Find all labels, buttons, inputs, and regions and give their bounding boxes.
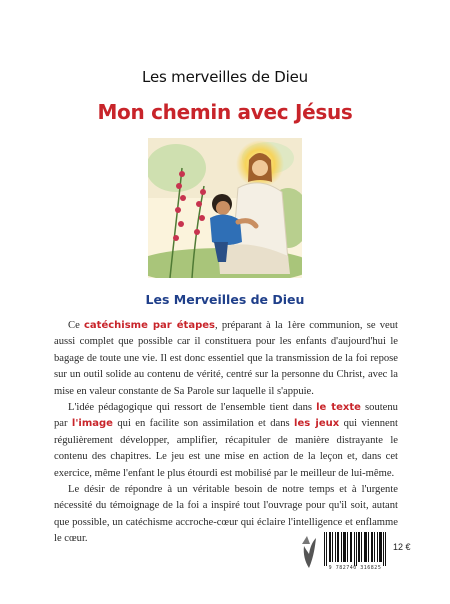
isbn-number: 9 782740 316825 bbox=[328, 565, 382, 571]
paragraph-1: Ce catéchisme par étapes, préparant à la 1ère communion, se veut aussi complet que possible car il constituera pour les enfants d'aujourd'hui le bagage de toute une vie. Il est donc essentiel que la transmission de la foi repose sur un outil solide au contenu de vérité, centré sur la personne du Christ, avec la mise en valeur constante de Sa Parole sur laquelle il s'appuie. bbox=[54, 320, 398, 397]
series-title: Les merveilles de Dieu bbox=[142, 68, 308, 86]
barcode bbox=[323, 532, 387, 566]
paragraph-3: Le désir de répondre à un véritable besoin de notre temps et à l'urgente nécessité du témoignage de la foi a inspiré tout l'ouvrage pour qu'il soit, autant que possible, un catéchisme accroche-cœur qui éclaire l'intelligence et enflamme le cœur. bbox=[54, 484, 398, 545]
highlight-catechisme: catéchisme par étapes bbox=[83, 320, 215, 331]
back-cover-text bbox=[54, 318, 398, 548]
cover-illustration bbox=[148, 138, 302, 278]
highlight-le-texte: le texte bbox=[316, 402, 361, 414]
highlight-les-jeux: les jeux bbox=[294, 418, 340, 430]
highlight-image: l'image bbox=[71, 418, 113, 430]
back-cover-heading: Les Merveilles de Dieu bbox=[145, 292, 305, 307]
publisher-logo-icon bbox=[298, 534, 320, 570]
paragraph-2: L'idée pédagogique qui ressort de l'ensemble tient dans le texte soutenu par l'image qui en facilite son assimilation et dans les jeux qui viennent régulièrement développer, amplifier, récapituler de manière distrayante le contenu des chapitres. Le jeu est une mise en action de la leçon et, dans cet exercice, même l'enfant le plus étourdi est mobilisé par le meilleur de lui-même. bbox=[54, 402, 398, 479]
book-title: Mon chemin avec Jésus bbox=[97, 100, 353, 124]
price-label: 12 € bbox=[393, 542, 411, 552]
